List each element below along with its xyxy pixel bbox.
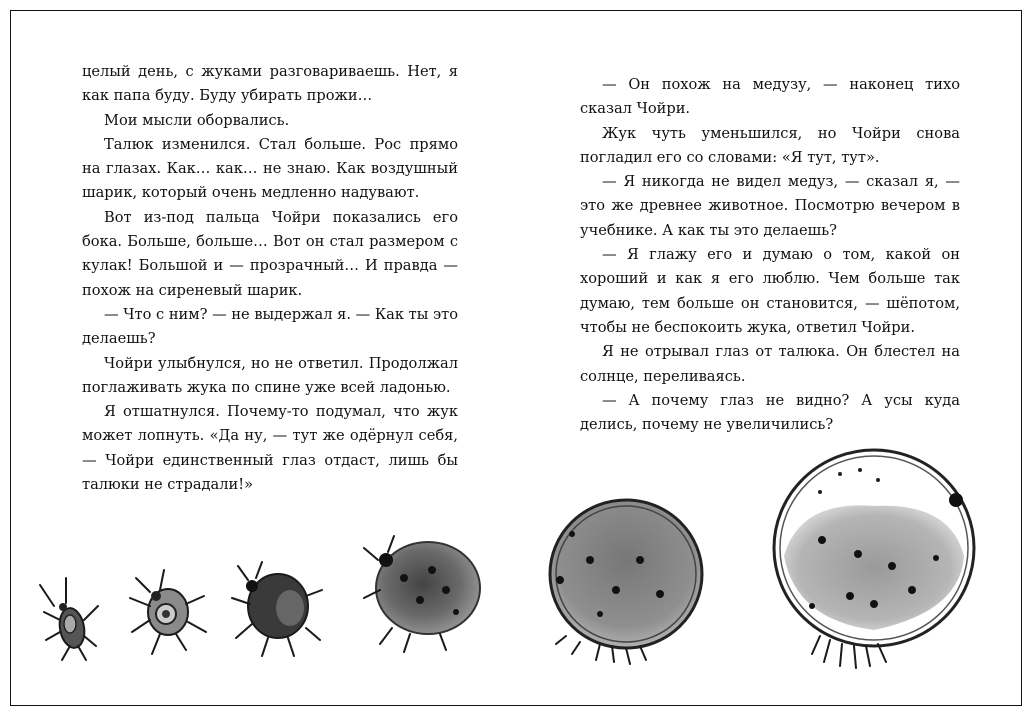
- right-paragraph: Жук чуть уменьшился, но Чойри снова погладил его со словами: «Я тут, тут».: [580, 124, 960, 166]
- beetle-stage-4: [364, 536, 480, 652]
- left-paragraph: Вот из-под пальца Чойри показались его бока. Больше, больше… Вот он стал размером с кулак! Большой и — прозрачный… И правда — похож на сиреневый шарик.: [82, 208, 458, 299]
- beetle-stage-2: [130, 570, 206, 654]
- beetle-stage-1: [40, 578, 98, 660]
- right-paragraph: — Я глажу его и думаю о том, какой он хороший и как я его люблю. Чем больше так думаю, тем больше он становится, — шёпотом, чтобы не беспокоить жука, ответил Чойри.: [580, 246, 960, 336]
- left-paragraph: — Что с ним? — не выдержал я. — Как ты это делаешь?: [82, 305, 458, 348]
- left-paragraph: Чойри улыбнулся, но не ответил. Продолжал поглаживать жука по спине уже всей ладонью.: [82, 354, 458, 396]
- right-paragraph: — Я никогда не видел медуз, — сказал я, — это же древнее животное. Посмотрю вечером в учебнике. А как ты это делаешь?: [580, 173, 960, 239]
- beetle-stage-6: [774, 450, 974, 668]
- right-paragraph: Я не отрывал глаз от талюка. Он блестел на солнце, переливаясь.: [580, 343, 960, 385]
- right-paragraph: — А почему глаз не видно? А усы куда делись, почему не увеличились?: [580, 391, 960, 434]
- beetle-stage-3: [232, 562, 322, 656]
- left-paragraph: Талюк изменился. Стал больше. Рос прямо на глазах. Как… как… не знаю. Как воздушный шарик, который очень медленно надувают.: [82, 135, 458, 202]
- right-paragraph: — Он похож на медузу, — наконец тихо сказал Чойри.: [580, 76, 960, 118]
- beetle-stage-5: [550, 500, 702, 664]
- left-paragraph: Мои мысли оборвались.: [104, 111, 290, 129]
- left-paragraph: Я отшатнулся. Почему-то подумал, что жук может лопнуть. «Да ну, — тут же одёрнул себя, — Чойри единственный глаз отдаст, лишь бы талюки не страдали!»: [82, 403, 458, 494]
- left-paragraph: целый день, с жуками разговариваешь. Нет, я как папа буду. Буду убирать прожи…: [82, 63, 458, 105]
